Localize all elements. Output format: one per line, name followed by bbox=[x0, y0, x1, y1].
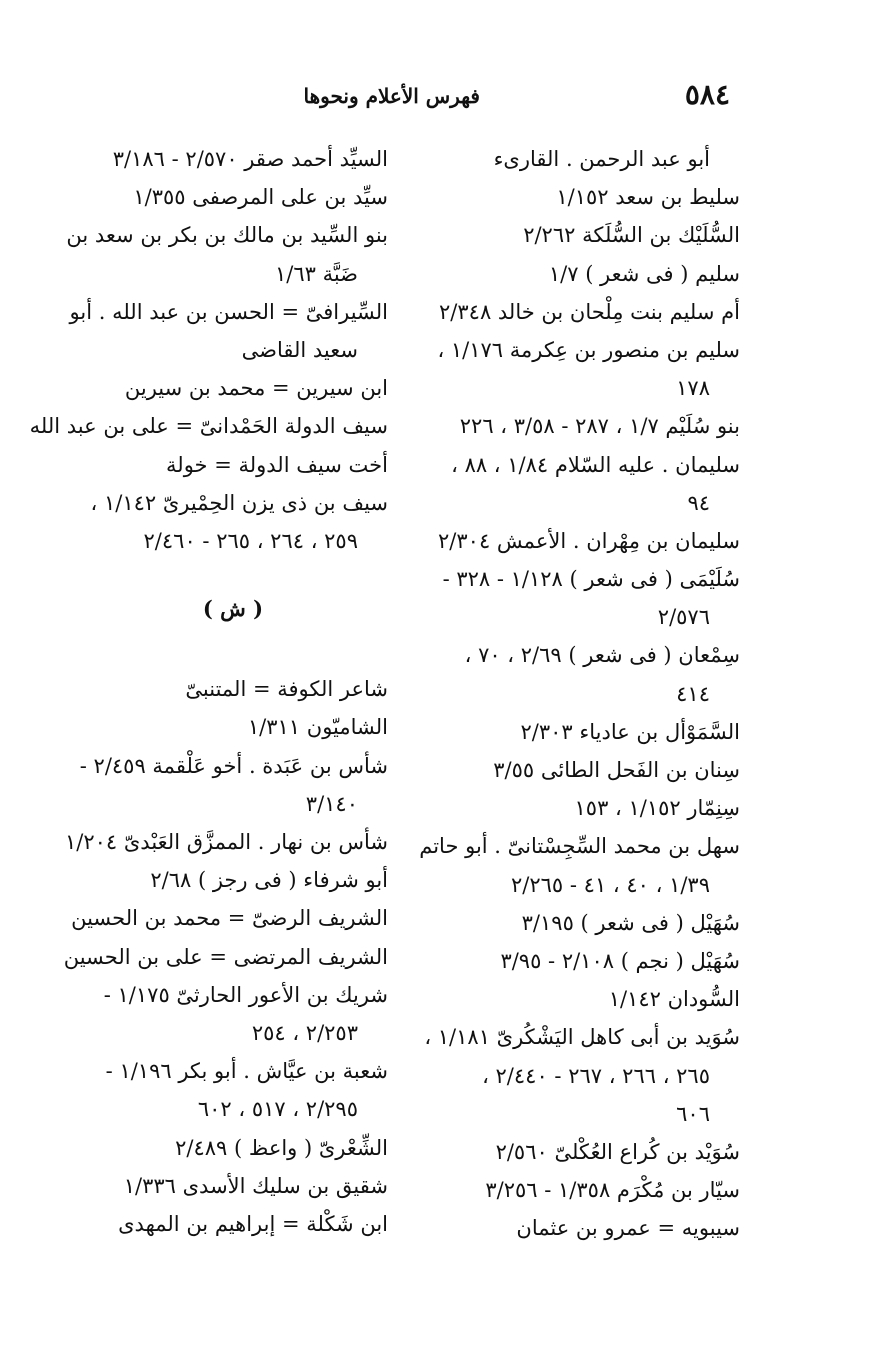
index-entry-line: سيِّد بن على المرصفى ١/٣٥٥ bbox=[133, 185, 388, 210]
index-entry-line: شعبة بن عيَّاش . أبو بكر ١/١٩٦ - bbox=[105, 1059, 388, 1084]
right-index-column bbox=[419, 140, 740, 1247]
index-entry-line: شريك بن الأعور الحارثىّ ١/١٧٥ - bbox=[103, 982, 388, 1007]
index-entry-line: ٦٠٦ bbox=[676, 1101, 710, 1126]
index-entry-line: سُهَيْل ( نجم ) ٢/١٠٨ - ٣/٩٥ bbox=[500, 948, 740, 973]
index-entry-line: سُهَيْل ( فى شعر ) ٣/١٩٥ bbox=[521, 910, 740, 935]
index-entry-line: سيّار بن مُكْرَم ١/٣٥٨ - ٣/٢٥٦ bbox=[485, 1178, 740, 1203]
index-entry-line: ٢/٢٩٥ ، ٥١٧ ، ٦٠٢ bbox=[197, 1097, 358, 1122]
index-entry-line: أبو عبد الرحمن . القارىء bbox=[493, 147, 710, 171]
index-entry-line: ابن شَكْلة = إبراهيم بن المهدى bbox=[118, 1211, 388, 1236]
index-entry-line: ٢٦٥ ، ٢٦٦ ، ٢٦٧ - ٢/٤٤٠ ، bbox=[482, 1063, 710, 1088]
index-entry-line: شأس بن نهار . الممزَّق العَبْدىّ ١/٢٠٤ bbox=[64, 830, 388, 854]
index-entry-line: سيبويه = عمرو بن عثمان bbox=[516, 1216, 740, 1241]
index-entry-line: أبو شرفاء ( فى رجز ) ٢/٦٨ bbox=[150, 868, 388, 893]
index-entry-line: سُلَيْمَى ( فى شعر ) ١/١٢٨ - ٣٢٨ - bbox=[442, 567, 740, 592]
index-entry-line: ١٧٨ bbox=[676, 376, 710, 401]
index-entry-line: سِمْعان ( فى شعر ) ٢/٦٩ ، ٧٠ ، bbox=[464, 643, 740, 668]
index-entry-line: سُوَيد بن أبى كاهل اليَشْكُرىّ ١/١٨١ ، bbox=[424, 1025, 740, 1050]
index-entry-line: الشِّعْرىّ ( واعظ ) ٢/٤٨٩ bbox=[175, 1135, 388, 1160]
index-entry-line: السِّيرافىّ = الحسن بن عبد الله . أبو bbox=[69, 299, 388, 324]
index-entry-line: ضَبَّة ١/٦٣ bbox=[274, 261, 358, 286]
index-entry-line: السُّلَيْك بن السُّلَكة ٢/٢٦٢ bbox=[523, 223, 740, 248]
index-entry-line: سليم ( فى شعر ) ١/٧ bbox=[548, 261, 740, 286]
index-entry-line: الشريف المرتضى = على بن الحسين bbox=[63, 944, 388, 969]
index-entry-line: ابن سيرين = محمد بن سيرين bbox=[124, 376, 388, 401]
index-entry-line: ٩٤ bbox=[687, 490, 710, 515]
index-entry-line: سليم بن منصور بن عِكرمة ١/١٧٦ ، bbox=[437, 337, 740, 362]
left-index-entries-top bbox=[29, 140, 388, 560]
index-entry-line: ٢٥٩ ، ٢٦٤ ، ٢٦٥ - ٢/٤٦٠ bbox=[143, 528, 358, 553]
index-entry-line: بنو سُلَيْم ١/٧ ، ٢٨٧ - ٣/٥٨ ، ٢٢٦ bbox=[459, 414, 740, 439]
index-entry-line: سعيد القاضى bbox=[241, 337, 358, 362]
left-index-entries-bottom bbox=[63, 670, 388, 1243]
index-entry-line: سيف الدولة الحَمْدانىّ = على بن عبد الله bbox=[29, 414, 388, 439]
index-entry-line: السَّمَوْأل بن عادياء ٢/٣٠٣ bbox=[520, 719, 740, 744]
index-entry-line: الشريف الرضىّ = محمد بن الحسين bbox=[71, 906, 388, 931]
page-number: ٥٨٤ bbox=[684, 78, 730, 111]
running-title: فهرس الأعلام ونحوها bbox=[303, 84, 480, 108]
index-entry-line: سليمان بن مِهْران . الأعمش ٢/٣٠٤ bbox=[438, 528, 740, 553]
index-entry-line: سليط بن سعد ١/١٥٢ bbox=[556, 185, 740, 210]
index-entry-line: سِنِمّار ١/١٥٢ ، ١٥٣ bbox=[574, 796, 740, 821]
index-entry-line: السُّودان ١/١٤٢ bbox=[608, 987, 740, 1012]
index-entry-line: سُوَيْد بن كُراع العُكْلىّ ٢/٥٦٠ bbox=[495, 1139, 740, 1164]
index-entry-line: أخت سيف الدولة = خولة bbox=[166, 452, 388, 477]
page-header bbox=[303, 78, 730, 118]
index-entry-line: بنو السِّيد بن مالك بن بكر بن سعد بن bbox=[66, 223, 388, 248]
index-entry-line: سِنان بن الفَحل الطائى ٣/٥٥ bbox=[493, 758, 740, 782]
index-entry-line: شاعر الكوفة = المتنبىّ bbox=[185, 677, 388, 702]
index-entry-line: ٤١٤ bbox=[676, 681, 710, 706]
left-index-column bbox=[29, 140, 388, 1243]
index-entry-line: شقيق بن سليك الأسدى ١/٣٣٦ bbox=[123, 1173, 388, 1198]
index-entry-line: سليمان . عليه السّلام ١/٨٤ ، ٨٨ ، bbox=[451, 452, 740, 477]
index-entry-line: أم سليم بنت مِلْحان بن خالد ٢/٣٤٨ bbox=[439, 299, 740, 324]
index-entry-line: ٢/٢٥٣ ، ٢٥٤ bbox=[251, 1020, 358, 1045]
index-entry-line: ١/٣٩ ، ٤٠ ، ٤١ - ٢/٢٦٥ bbox=[511, 872, 710, 897]
index-entry-line: سهل بن محمد السِّجِسْتانىّ . أبو حاتم bbox=[419, 834, 740, 859]
index-entry-line: سيف بن ذى يزن الحِمْيرىّ ١/١٤٢ ، bbox=[90, 490, 388, 515]
section-heading-shin: ( ش ) bbox=[202, 596, 264, 622]
index-entry-line: ٣/١٤٠ bbox=[305, 791, 358, 816]
index-entry-line: ٢/٥٧٦ bbox=[657, 605, 710, 630]
index-entry-line: السيِّد أحمد صقر ٢/٥٧٠ - ٣/١٨٦ bbox=[112, 147, 388, 171]
index-entry-line: شأس بن عَبَدة . أخو عَلْقمة ٢/٤٥٩ - bbox=[79, 753, 388, 778]
index-entry-line: الشاميّون ١/٣١١ bbox=[247, 715, 388, 740]
